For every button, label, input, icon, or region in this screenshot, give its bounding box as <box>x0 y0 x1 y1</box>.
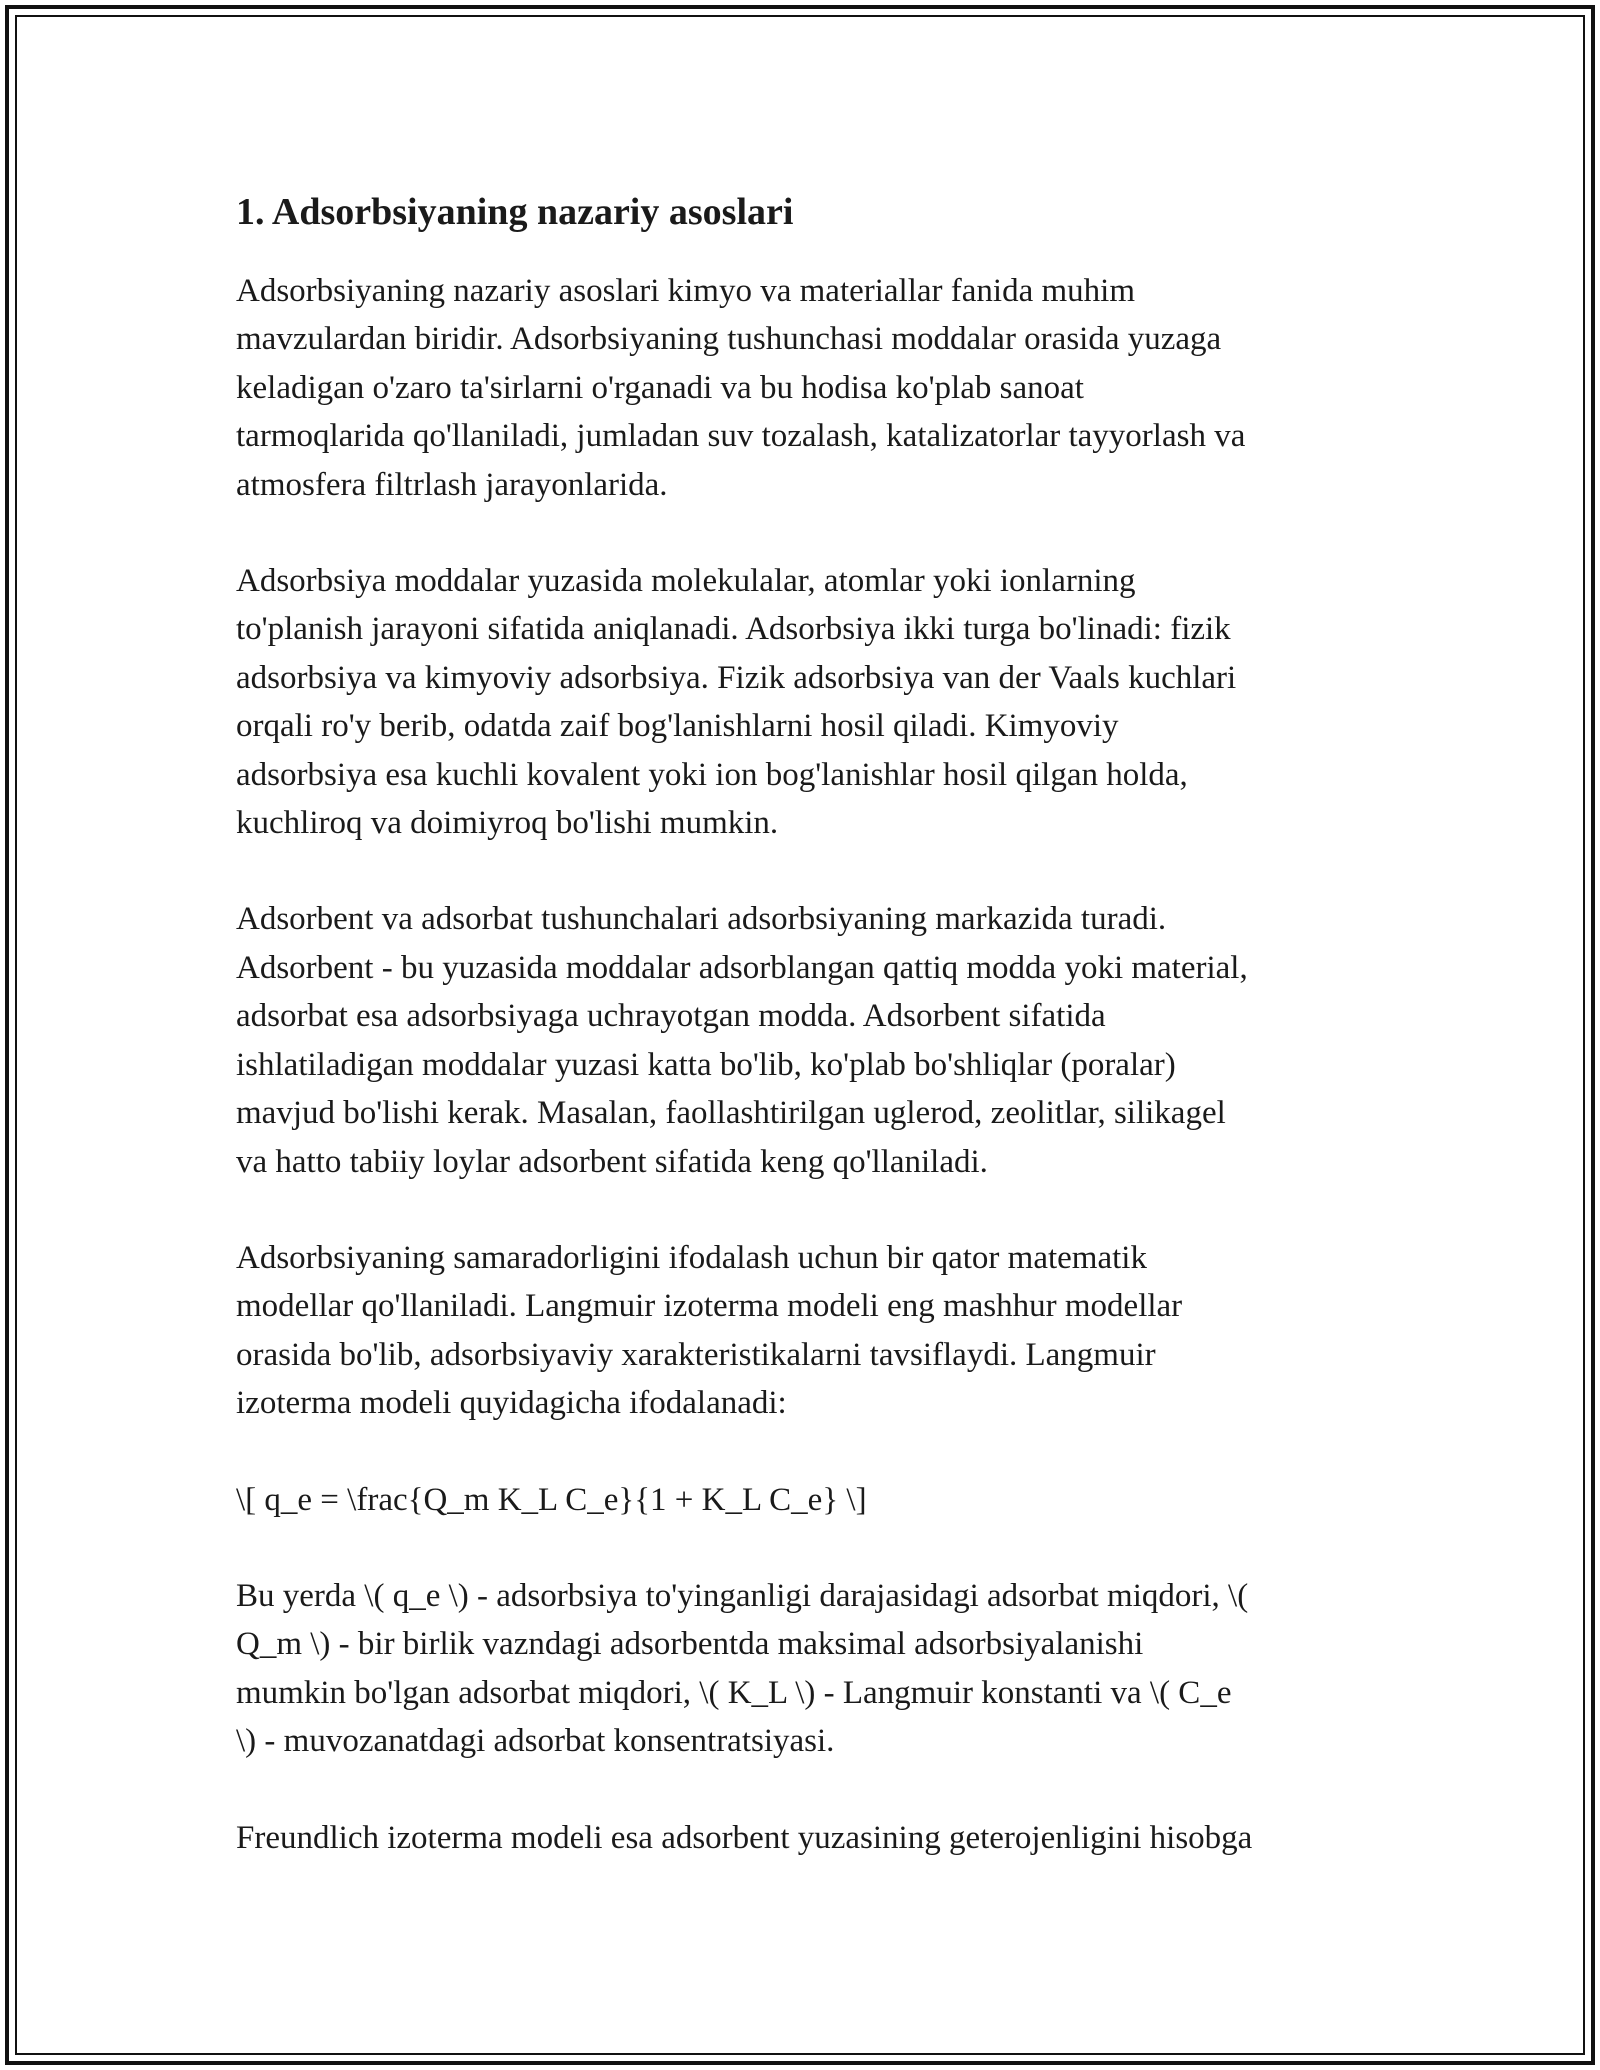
text-line: orqali ro'y berib, odatda zaif bog'lanishlarni hosil qiladi. Kimyoviy <box>236 708 1119 745</box>
text-line: kuchliroq va doimiyroq bo'lishi mumkin. <box>236 805 779 842</box>
text-line: Adsorbent - bu yuzasida moddalar adsorblangan qattiq modda yoki material, <box>236 949 1248 986</box>
text-line: atmosfera filtrlash jarayonlarida. <box>236 466 668 503</box>
paragraph <box>236 557 1386 847</box>
text-line: modellar qo'llaniladi. Langmuir izoterma modeli eng mashhur modellar <box>236 1288 1183 1325</box>
text-line: mumkin bo'lgan adsorbat miqdori, \( K_L \) - Langmuir konstanti va \( C_e <box>236 1674 1232 1711</box>
paragraph <box>236 1572 1386 1766</box>
text-line: orasida bo'lib, adsorbsiyaviy xarakteristikalarni tavsiflaydi. Langmuir <box>236 1336 1156 1373</box>
text-line: adsorbsiya esa kuchli kovalent yoki ion bog'lanishlar hosil qilgan holda, <box>236 756 1188 793</box>
paragraph-list <box>236 267 1386 1862</box>
text-line: ishlatiladigan moddalar yuzasi katta bo'lib, ko'plab bo'shliqlar (poralar) <box>236 1046 1176 1083</box>
text-line: va hatto tabiiy loylar adsorbent sifatida keng qo'llaniladi. <box>236 1143 988 1180</box>
text-line: \[ q_e = \frac{Q_m K_L C_e}{1 + K_L C_e} \] <box>236 1481 867 1518</box>
text-line: Adsorbsiyaning samaradorligini ifodalash uchun bir qator matematik <box>236 1239 1147 1276</box>
text-line: mavjud bo'lishi kerak. Masalan, faollashtirilgan uglerod, zeolitlar, silikagel <box>236 1095 1226 1132</box>
text-line: adsorbat esa adsorbsiyaga uchrayotgan modda. Adsorbent sifatida <box>236 998 1106 1035</box>
document-body <box>236 187 1386 1910</box>
text-line: adsorbsiya va kimyoviy adsorbsiya. Fizik adsorbsiya van der Vaals kuchlari <box>236 659 1237 696</box>
text-line: mavzulardan biridir. Adsorbsiyaning tushunchasi moddalar orasida yuzaga <box>236 321 1222 358</box>
text-line: izoterma modeli quyidagicha ifodalanadi: <box>236 1385 787 1422</box>
text-line: Adsorbsiyaning nazariy asoslari kimyo va materiallar fanida muhim <box>236 273 1135 309</box>
text-line: Bu yerda \( q_e \) - adsorbsiya to'yinganligi darajasidagi adsorbat miqdori, \( <box>236 1577 1249 1614</box>
paragraph <box>236 1234 1386 1428</box>
text-line: Freundlich izoterma modeli esa adsorbent yuzasining geterojenligini hisobga <box>236 1819 1253 1856</box>
paragraph <box>236 895 1386 1185</box>
text-line: \) - muvozanatdagi adsorbat konsentratsiyasi. <box>236 1723 835 1760</box>
paragraph <box>236 1814 1386 1862</box>
text-line: Adsorbent va adsorbat tushunchalari adsorbsiyaning markazida turadi. <box>236 901 1167 938</box>
text-line: Q_m \) - bir birlik vazndagi adsorbentda maksimal adsorbsiyalanishi <box>236 1626 1144 1663</box>
formula-paragraph <box>236 1476 1386 1524</box>
text-line: tarmoqlarida qo'llaniladi, jumladan suv tozalash, katalizatorlar tayyorlash va <box>236 418 1246 455</box>
paragraph <box>236 267 1386 509</box>
text-line: keladigan o'zaro ta'sirlarni o'rganadi va bu hodisa ko'plab sanoat <box>236 369 1084 406</box>
text-line: to'planish jarayoni sifatida aniqlanadi. Adsorbsiya ikki turga bo'linadi: fizik <box>236 611 1231 648</box>
text-line: Adsorbsiya moddalar yuzasida molekulalar, atomlar yoki ionlarning <box>236 563 1136 600</box>
section-heading: 1. Adsorbsiyaning nazariy asoslari <box>236 191 794 233</box>
